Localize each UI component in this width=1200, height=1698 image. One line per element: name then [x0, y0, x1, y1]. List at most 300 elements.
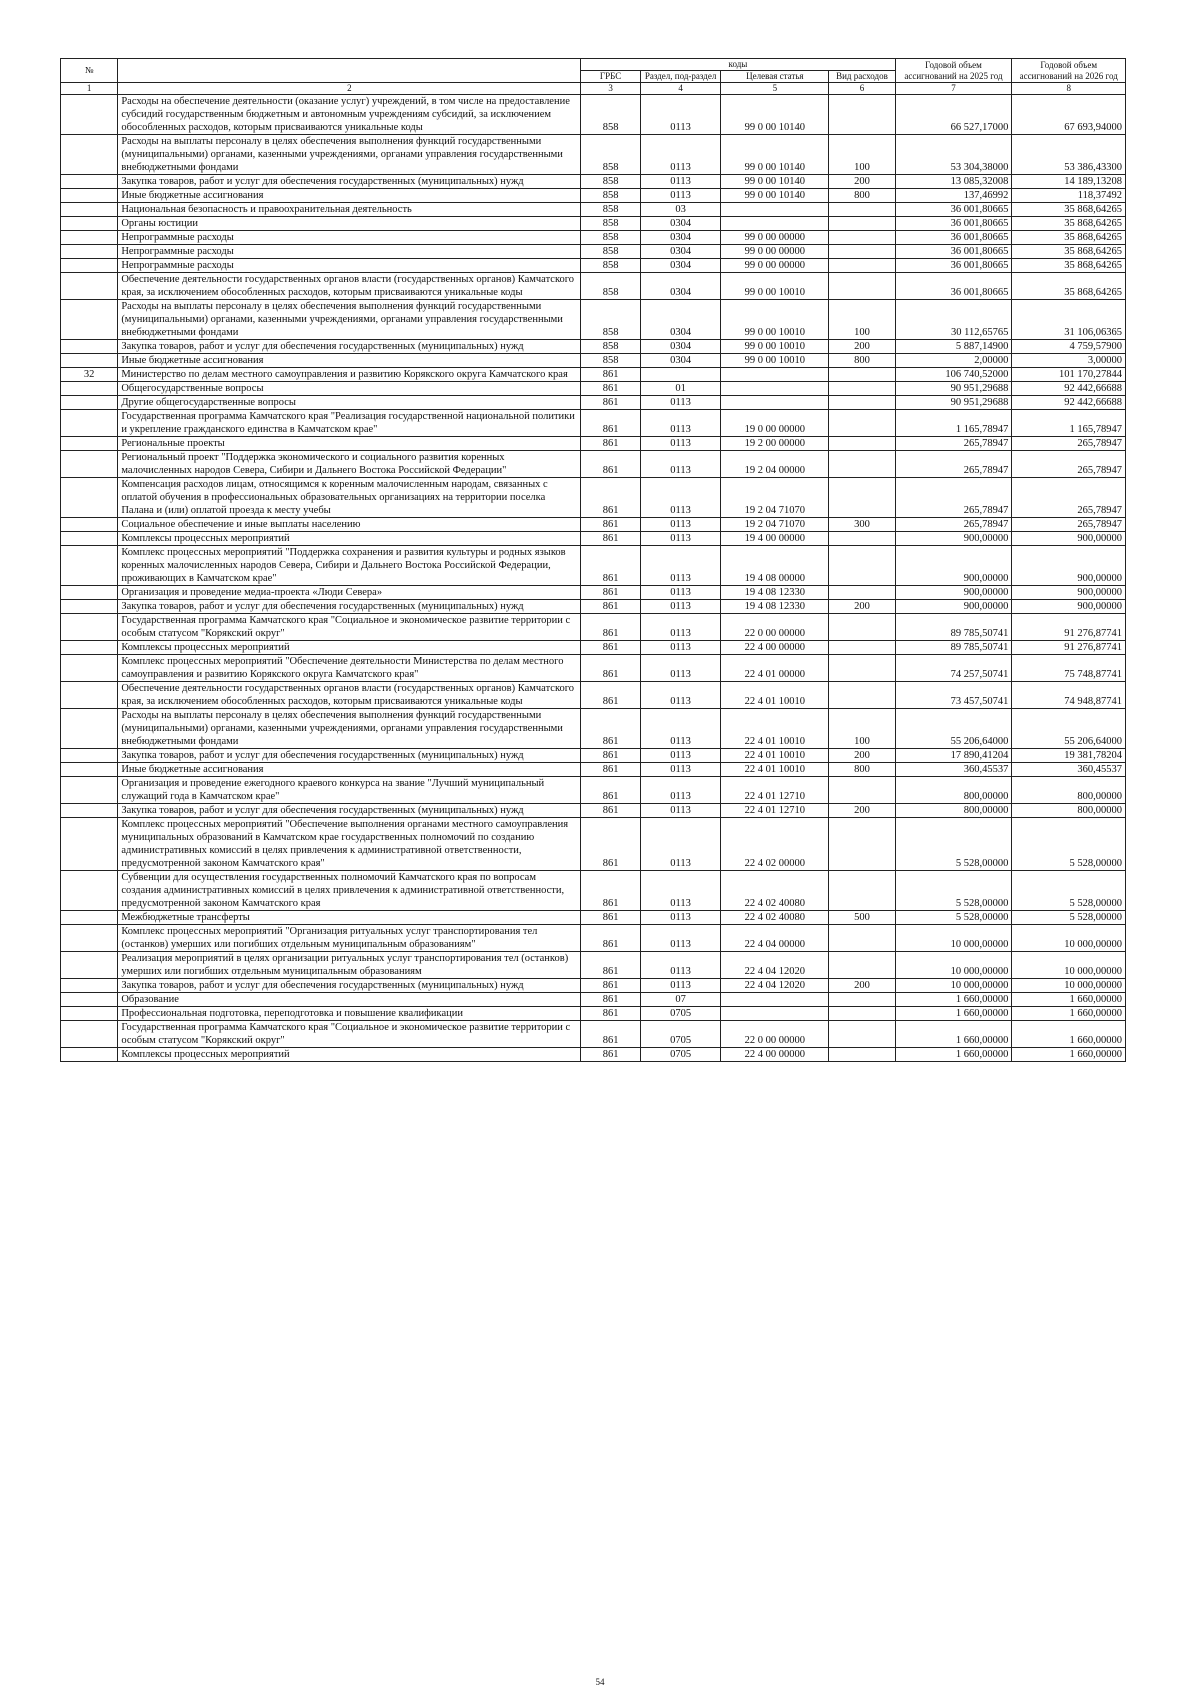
- grbs-code: 858: [581, 95, 641, 135]
- column-number: 6: [829, 83, 895, 95]
- expense-type-code: [829, 818, 895, 871]
- section-code: 0113: [640, 600, 720, 614]
- amount-2025: 36 001,80665: [895, 203, 1012, 217]
- header-2025: Годовой объем ассигнований на 2025 год: [895, 59, 1012, 83]
- expense-name: Образование: [118, 993, 581, 1007]
- row-number: [61, 217, 118, 231]
- section-code: 0113: [640, 952, 720, 979]
- expense-type-code: [829, 478, 895, 518]
- amount-2026: 74 948,87741: [1012, 682, 1126, 709]
- expense-name: Государственная программа Камчатского края "Реализация государственной национальной политики и укрепление гражданского единства в Камчатском крае": [118, 410, 581, 437]
- table-row: [61, 804, 1126, 818]
- expense-name: Иные бюджетные ассигнования: [118, 354, 581, 368]
- amount-2025: 73 457,50741: [895, 682, 1012, 709]
- section-code: 0705: [640, 1007, 720, 1021]
- table-row: [61, 777, 1126, 804]
- grbs-code: 861: [581, 1048, 641, 1062]
- grbs-code: 861: [581, 1007, 641, 1021]
- amount-2025: 36 001,80665: [895, 231, 1012, 245]
- section-code: 0113: [640, 871, 720, 911]
- header-grbs: ГРБС: [581, 71, 641, 83]
- section-code: 0304: [640, 340, 720, 354]
- table-row: [61, 586, 1126, 600]
- amount-2025: 2,00000: [895, 354, 1012, 368]
- target-article-code: 99 0 00 10010: [721, 340, 829, 354]
- amount-2026: 35 868,64265: [1012, 217, 1126, 231]
- section-code: 0113: [640, 682, 720, 709]
- expense-name: Иные бюджетные ассигнования: [118, 763, 581, 777]
- expense-name: Реализация мероприятий в целях организации ритуальных услуг транспортирования тел (останков) умерших или погибших отдельным муниципальным образованиям: [118, 952, 581, 979]
- expense-type-code: 100: [829, 300, 895, 340]
- expense-name: Комплексы процессных мероприятий: [118, 641, 581, 655]
- row-number: [61, 777, 118, 804]
- target-article-code: [721, 396, 829, 410]
- section-code: 0113: [640, 532, 720, 546]
- amount-2025: 10 000,00000: [895, 925, 1012, 952]
- amount-2026: 35 868,64265: [1012, 203, 1126, 217]
- expense-type-code: 200: [829, 979, 895, 993]
- amount-2025: 1 660,00000: [895, 1007, 1012, 1021]
- section-code: 0113: [640, 641, 720, 655]
- amount-2025: 55 206,64000: [895, 709, 1012, 749]
- grbs-code: 861: [581, 763, 641, 777]
- amount-2026: 55 206,64000: [1012, 709, 1126, 749]
- row-number: [61, 382, 118, 396]
- expense-type-code: [829, 396, 895, 410]
- grbs-code: 861: [581, 871, 641, 911]
- grbs-code: 861: [581, 532, 641, 546]
- target-article-code: 99 0 00 10010: [721, 273, 829, 300]
- expense-type-code: [829, 614, 895, 641]
- row-number: [61, 546, 118, 586]
- amount-2025: 66 527,17000: [895, 95, 1012, 135]
- grbs-code: 861: [581, 586, 641, 600]
- expense-type-code: [829, 546, 895, 586]
- row-number: [61, 871, 118, 911]
- table-row: [61, 203, 1126, 217]
- amount-2026: 3,00000: [1012, 354, 1126, 368]
- table-row: [61, 382, 1126, 396]
- amount-2025: 10 000,00000: [895, 952, 1012, 979]
- expense-name: Закупка товаров, работ и услуг для обеспечения государственных (муниципальных) нужд: [118, 600, 581, 614]
- expense-type-code: [829, 203, 895, 217]
- target-article-code: 99 0 00 00000: [721, 245, 829, 259]
- expense-type-code: 200: [829, 340, 895, 354]
- column-number: 3: [581, 83, 641, 95]
- amount-2026: 75 748,87741: [1012, 655, 1126, 682]
- expense-name: Компенсация расходов лицам, относящимся к коренным малочисленным народам, связанных с оплатой обучения в профессиональных образовательных организациях на территории поселка Палана и (или) оплатой проезда к месту учебы: [118, 478, 581, 518]
- table-row: [61, 871, 1126, 911]
- amount-2026: 10 000,00000: [1012, 952, 1126, 979]
- table-row: [61, 478, 1126, 518]
- table-row: [61, 1021, 1126, 1048]
- section-code: 0113: [640, 818, 720, 871]
- amount-2025: 74 257,50741: [895, 655, 1012, 682]
- grbs-code: 858: [581, 273, 641, 300]
- amount-2026: 91 276,87741: [1012, 641, 1126, 655]
- table-row: [61, 979, 1126, 993]
- amount-2026: 19 381,78204: [1012, 749, 1126, 763]
- row-number: [61, 273, 118, 300]
- section-code: 0113: [640, 546, 720, 586]
- row-number: [61, 518, 118, 532]
- grbs-code: 861: [581, 709, 641, 749]
- expense-type-code: [829, 532, 895, 546]
- target-article-code: 99 0 00 10140: [721, 135, 829, 175]
- grbs-code: 861: [581, 451, 641, 478]
- amount-2025: 13 085,32008: [895, 175, 1012, 189]
- amount-2026: 35 868,64265: [1012, 273, 1126, 300]
- expense-name: Иные бюджетные ассигнования: [118, 189, 581, 203]
- section-code: 01: [640, 382, 720, 396]
- expense-name: Непрограммные расходы: [118, 259, 581, 273]
- amount-2026: 5 528,00000: [1012, 871, 1126, 911]
- amount-2025: 36 001,80665: [895, 217, 1012, 231]
- section-code: 07: [640, 993, 720, 1007]
- row-number: [61, 641, 118, 655]
- row-number: [61, 655, 118, 682]
- table-row: [61, 518, 1126, 532]
- grbs-code: 861: [581, 546, 641, 586]
- amount-2025: 89 785,50741: [895, 641, 1012, 655]
- expense-type-code: [829, 952, 895, 979]
- row-number: [61, 709, 118, 749]
- grbs-code: 858: [581, 217, 641, 231]
- section-code: 0113: [640, 478, 720, 518]
- row-number: [61, 175, 118, 189]
- expense-name: Организация и проведение ежегодного краевого конкурса на звание "Лучший муниципальный служащий года в Камчатском крае": [118, 777, 581, 804]
- grbs-code: 858: [581, 300, 641, 340]
- expense-type-code: [829, 231, 895, 245]
- expense-name: Региональный проект "Поддержка экономического и социального развития коренных малочисленных народов Севера, Сибири и Дальнего Востока Российской Федерации": [118, 451, 581, 478]
- grbs-code: 861: [581, 749, 641, 763]
- target-article-code: 22 4 01 12710: [721, 804, 829, 818]
- row-number: [61, 451, 118, 478]
- expense-name: Социальное обеспечение и иные выплаты населению: [118, 518, 581, 532]
- grbs-code: 861: [581, 614, 641, 641]
- expense-type-code: 200: [829, 749, 895, 763]
- table-row: [61, 300, 1126, 340]
- table-row: [61, 655, 1126, 682]
- section-code: 0113: [640, 437, 720, 451]
- expense-name: Закупка товаров, работ и услуг для обеспечения государственных (муниципальных) нужд: [118, 340, 581, 354]
- section-code: 0113: [640, 709, 720, 749]
- expense-type-code: 100: [829, 135, 895, 175]
- table-body: [61, 95, 1126, 1062]
- table-row: [61, 763, 1126, 777]
- row-number: [61, 259, 118, 273]
- expense-type-code: 800: [829, 763, 895, 777]
- amount-2025: 36 001,80665: [895, 273, 1012, 300]
- column-number: 5: [721, 83, 829, 95]
- row-number: [61, 763, 118, 777]
- grbs-code: 861: [581, 518, 641, 532]
- amount-2025: 17 890,41204: [895, 749, 1012, 763]
- table-row: [61, 818, 1126, 871]
- amount-2026: 31 106,06365: [1012, 300, 1126, 340]
- expense-name: Комплекс процессных мероприятий "Поддержка сохранения и развития культуры и родных языков коренных малочисленных народов Севера, Сибири и Дальнего Востока Российской Федерации, проживающих в Камчатском крае": [118, 546, 581, 586]
- target-article-code: 22 4 02 40080: [721, 871, 829, 911]
- target-article-code: 22 4 04 12020: [721, 952, 829, 979]
- row-number: [61, 245, 118, 259]
- section-code: 0304: [640, 259, 720, 273]
- row-number: [61, 410, 118, 437]
- section-code: 0113: [640, 135, 720, 175]
- expense-name: Организация и проведение медиа-проекта «Люди Севера»: [118, 586, 581, 600]
- amount-2026: 1 660,00000: [1012, 1048, 1126, 1062]
- expense-name: Региональные проекты: [118, 437, 581, 451]
- header-no: №: [61, 59, 118, 83]
- expense-name: Закупка товаров, работ и услуг для обеспечения государственных (муниципальных) нужд: [118, 804, 581, 818]
- page-number: 54: [595, 1677, 605, 1687]
- amount-2026: 1 660,00000: [1012, 1007, 1126, 1021]
- expense-type-code: [829, 682, 895, 709]
- target-article-code: 99 0 00 10140: [721, 95, 829, 135]
- grbs-code: 861: [581, 682, 641, 709]
- expense-name: Министерство по делам местного самоуправления и развитию Корякского округа Камчатского края: [118, 368, 581, 382]
- target-article-code: 19 4 08 00000: [721, 546, 829, 586]
- header-razdel: Раздел, под-раздел: [640, 71, 720, 83]
- expense-type-code: [829, 641, 895, 655]
- expense-type-code: [829, 410, 895, 437]
- amount-2025: 265,78947: [895, 451, 1012, 478]
- grbs-code: 858: [581, 231, 641, 245]
- section-code: 0113: [640, 518, 720, 532]
- section-code: 0304: [640, 273, 720, 300]
- expense-name: Комплекс процессных мероприятий "Обеспечение деятельности Министерства по делам местного самоуправления и развитию Корякского округа Камчатского края": [118, 655, 581, 682]
- expense-type-code: [829, 451, 895, 478]
- expense-type-code: [829, 871, 895, 911]
- row-number: [61, 682, 118, 709]
- table-row: [61, 600, 1126, 614]
- amount-2025: 53 304,38000: [895, 135, 1012, 175]
- target-article-code: 19 4 08 12330: [721, 586, 829, 600]
- table-row: [61, 259, 1126, 273]
- grbs-code: 861: [581, 410, 641, 437]
- target-article-code: 22 4 04 00000: [721, 925, 829, 952]
- amount-2026: 800,00000: [1012, 804, 1126, 818]
- table-row: [61, 993, 1126, 1007]
- target-article-code: 22 0 00 00000: [721, 1021, 829, 1048]
- grbs-code: 858: [581, 189, 641, 203]
- row-number: [61, 925, 118, 952]
- target-article-code: 22 4 02 00000: [721, 818, 829, 871]
- header-expense-type: Вид расходов: [829, 71, 895, 83]
- table-row: [61, 546, 1126, 586]
- amount-2026: 5 528,00000: [1012, 818, 1126, 871]
- amount-2025: 106 740,52000: [895, 368, 1012, 382]
- row-number: [61, 952, 118, 979]
- column-number: 7: [895, 83, 1012, 95]
- amount-2025: 1 660,00000: [895, 1021, 1012, 1048]
- target-article-code: 19 2 04 00000: [721, 451, 829, 478]
- section-code: 0304: [640, 354, 720, 368]
- grbs-code: 861: [581, 655, 641, 682]
- target-article-code: [721, 382, 829, 396]
- target-article-code: 19 2 00 00000: [721, 437, 829, 451]
- expense-name: Расходы на выплаты персоналу в целях обеспечения выполнения функций государственными (муниципальными) органами, казенными учреждениями, органами управления государственными внебюджетными фондами: [118, 300, 581, 340]
- header-row-codes: [61, 59, 1126, 71]
- column-number: 1: [61, 83, 118, 95]
- amount-2026: 900,00000: [1012, 586, 1126, 600]
- target-article-code: 22 4 04 12020: [721, 979, 829, 993]
- expense-name: Непрограммные расходы: [118, 245, 581, 259]
- amount-2025: 5 528,00000: [895, 871, 1012, 911]
- section-code: 0113: [640, 911, 720, 925]
- grbs-code: 861: [581, 437, 641, 451]
- amount-2025: 90 951,29688: [895, 382, 1012, 396]
- expense-name: Непрограммные расходы: [118, 231, 581, 245]
- header-column-numbers: [61, 83, 1126, 95]
- target-article-code: 22 4 01 10010: [721, 709, 829, 749]
- table-row: [61, 135, 1126, 175]
- target-article-code: [721, 993, 829, 1007]
- amount-2025: 5 887,14900: [895, 340, 1012, 354]
- section-code: 0113: [640, 979, 720, 993]
- expense-type-code: [829, 95, 895, 135]
- table-row: [61, 273, 1126, 300]
- grbs-code: 861: [581, 382, 641, 396]
- amount-2026: 35 868,64265: [1012, 245, 1126, 259]
- row-number: [61, 993, 118, 1007]
- table-row: [61, 1007, 1126, 1021]
- table-row: [61, 749, 1126, 763]
- expense-type-code: [829, 259, 895, 273]
- target-article-code: 22 4 00 00000: [721, 641, 829, 655]
- expense-name: Комплексы процессных мероприятий: [118, 532, 581, 546]
- section-code: 0113: [640, 586, 720, 600]
- target-article-code: 22 4 01 00000: [721, 655, 829, 682]
- section-code: 0113: [640, 451, 720, 478]
- target-article-code: 99 0 00 10140: [721, 189, 829, 203]
- amount-2026: 35 868,64265: [1012, 231, 1126, 245]
- amount-2026: 92 442,66688: [1012, 382, 1126, 396]
- amount-2025: 900,00000: [895, 546, 1012, 586]
- table-row: [61, 437, 1126, 451]
- amount-2026: 1 660,00000: [1012, 1021, 1126, 1048]
- target-article-code: 19 4 08 12330: [721, 600, 829, 614]
- expense-name: Государственная программа Камчатского края "Социальное и экономическое развитие территории с особым статусом "Корякский округ": [118, 1021, 581, 1048]
- grbs-code: 861: [581, 804, 641, 818]
- expense-name: Профессиональная подготовка, переподготовка и повышение квалификации: [118, 1007, 581, 1021]
- row-number: [61, 203, 118, 217]
- row-number: [61, 478, 118, 518]
- amount-2026: 101 170,27844: [1012, 368, 1126, 382]
- amount-2025: 89 785,50741: [895, 614, 1012, 641]
- header-2026: Годовой объем ассигнований на 2026 год: [1012, 59, 1126, 83]
- section-code: 0705: [640, 1048, 720, 1062]
- target-article-code: 99 0 00 00000: [721, 231, 829, 245]
- grbs-code: 858: [581, 340, 641, 354]
- row-number: [61, 1021, 118, 1048]
- expense-name: Межбюджетные трансферты: [118, 911, 581, 925]
- amount-2025: 1 660,00000: [895, 1048, 1012, 1062]
- row-number: [61, 911, 118, 925]
- amount-2026: 10 000,00000: [1012, 925, 1126, 952]
- target-article-code: 19 4 00 00000: [721, 532, 829, 546]
- expense-name: Другие общегосударственные вопросы: [118, 396, 581, 410]
- table-row: [61, 175, 1126, 189]
- section-code: 0113: [640, 777, 720, 804]
- grbs-code: 858: [581, 203, 641, 217]
- expense-name: Расходы на выплаты персоналу в целях обеспечения выполнения функций государственными (муниципальными) органами, казенными учреждениями, органами управления государственными внебюджетными фондами: [118, 135, 581, 175]
- expense-type-code: [829, 586, 895, 600]
- grbs-code: 861: [581, 368, 641, 382]
- section-code: 0304: [640, 300, 720, 340]
- row-number: [61, 396, 118, 410]
- expense-name: Субвенции для осуществления государственных полномочий Камчатского края по вопросам создания административных комиссий в целях привлечения к административной ответственности, предусмотренной законом Камчатского края: [118, 871, 581, 911]
- amount-2026: 265,78947: [1012, 437, 1126, 451]
- expense-name: Расходы на выплаты персоналу в целях обеспечения выполнения функций государственными (муниципальными) органами, казенными учреждениями, органами управления государственными внебюджетными фондами: [118, 709, 581, 749]
- amount-2026: 900,00000: [1012, 600, 1126, 614]
- expense-type-code: 300: [829, 518, 895, 532]
- amount-2025: 265,78947: [895, 518, 1012, 532]
- row-number: [61, 1048, 118, 1062]
- target-article-code: 22 4 01 10010: [721, 749, 829, 763]
- row-number: [61, 804, 118, 818]
- table-row: [61, 354, 1126, 368]
- table-row: [61, 641, 1126, 655]
- expense-name: Закупка товаров, работ и услуг для обеспечения государственных (муниципальных) нужд: [118, 979, 581, 993]
- grbs-code: 861: [581, 478, 641, 518]
- expense-type-code: [829, 993, 895, 1007]
- grbs-code: 861: [581, 396, 641, 410]
- header-target-article: Целевая статья: [721, 71, 829, 83]
- row-number: [61, 586, 118, 600]
- section-code: 0113: [640, 95, 720, 135]
- expense-type-code: 200: [829, 600, 895, 614]
- table-row: [61, 396, 1126, 410]
- amount-2026: 14 189,13208: [1012, 175, 1126, 189]
- grbs-code: 861: [581, 979, 641, 993]
- section-code: 0304: [640, 245, 720, 259]
- header-name: [118, 59, 581, 83]
- amount-2026: 5 528,00000: [1012, 911, 1126, 925]
- table-row: [61, 368, 1126, 382]
- table-row: [61, 952, 1126, 979]
- section-code: 0113: [640, 925, 720, 952]
- row-number: [61, 600, 118, 614]
- expense-type-code: [829, 777, 895, 804]
- table-row: [61, 95, 1126, 135]
- target-article-code: 22 4 01 10010: [721, 682, 829, 709]
- expense-name: Государственная программа Камчатского края "Социальное и экономическое развитие территории с особым статусом "Корякский округ": [118, 614, 581, 641]
- amount-2026: 1 660,00000: [1012, 993, 1126, 1007]
- section-code: 0113: [640, 763, 720, 777]
- amount-2025: 800,00000: [895, 777, 1012, 804]
- amount-2026: 35 868,64265: [1012, 259, 1126, 273]
- amount-2025: 90 951,29688: [895, 396, 1012, 410]
- budget-table: [60, 58, 1126, 1062]
- amount-2026: 10 000,00000: [1012, 979, 1126, 993]
- expense-type-code: 100: [829, 709, 895, 749]
- expense-type-code: [829, 1007, 895, 1021]
- amount-2025: 265,78947: [895, 437, 1012, 451]
- table-row: [61, 532, 1126, 546]
- table-row: [61, 709, 1126, 749]
- section-code: 0304: [640, 217, 720, 231]
- grbs-code: 858: [581, 259, 641, 273]
- amount-2026: 92 442,66688: [1012, 396, 1126, 410]
- table-row: [61, 614, 1126, 641]
- grbs-code: 861: [581, 600, 641, 614]
- table-row: [61, 1048, 1126, 1062]
- amount-2025: 1 660,00000: [895, 993, 1012, 1007]
- row-number: 32: [61, 368, 118, 382]
- amount-2026: 900,00000: [1012, 546, 1126, 586]
- expense-name: Расходы на обеспечение деятельности (оказание услуг) учреждений, в том числе на предоставление субсидий государственным бюджетным и автономным учреждениям субсидий, за исключением обособленных расходов, которым присваиваются уникальные коды: [118, 95, 581, 135]
- target-article-code: [721, 1007, 829, 1021]
